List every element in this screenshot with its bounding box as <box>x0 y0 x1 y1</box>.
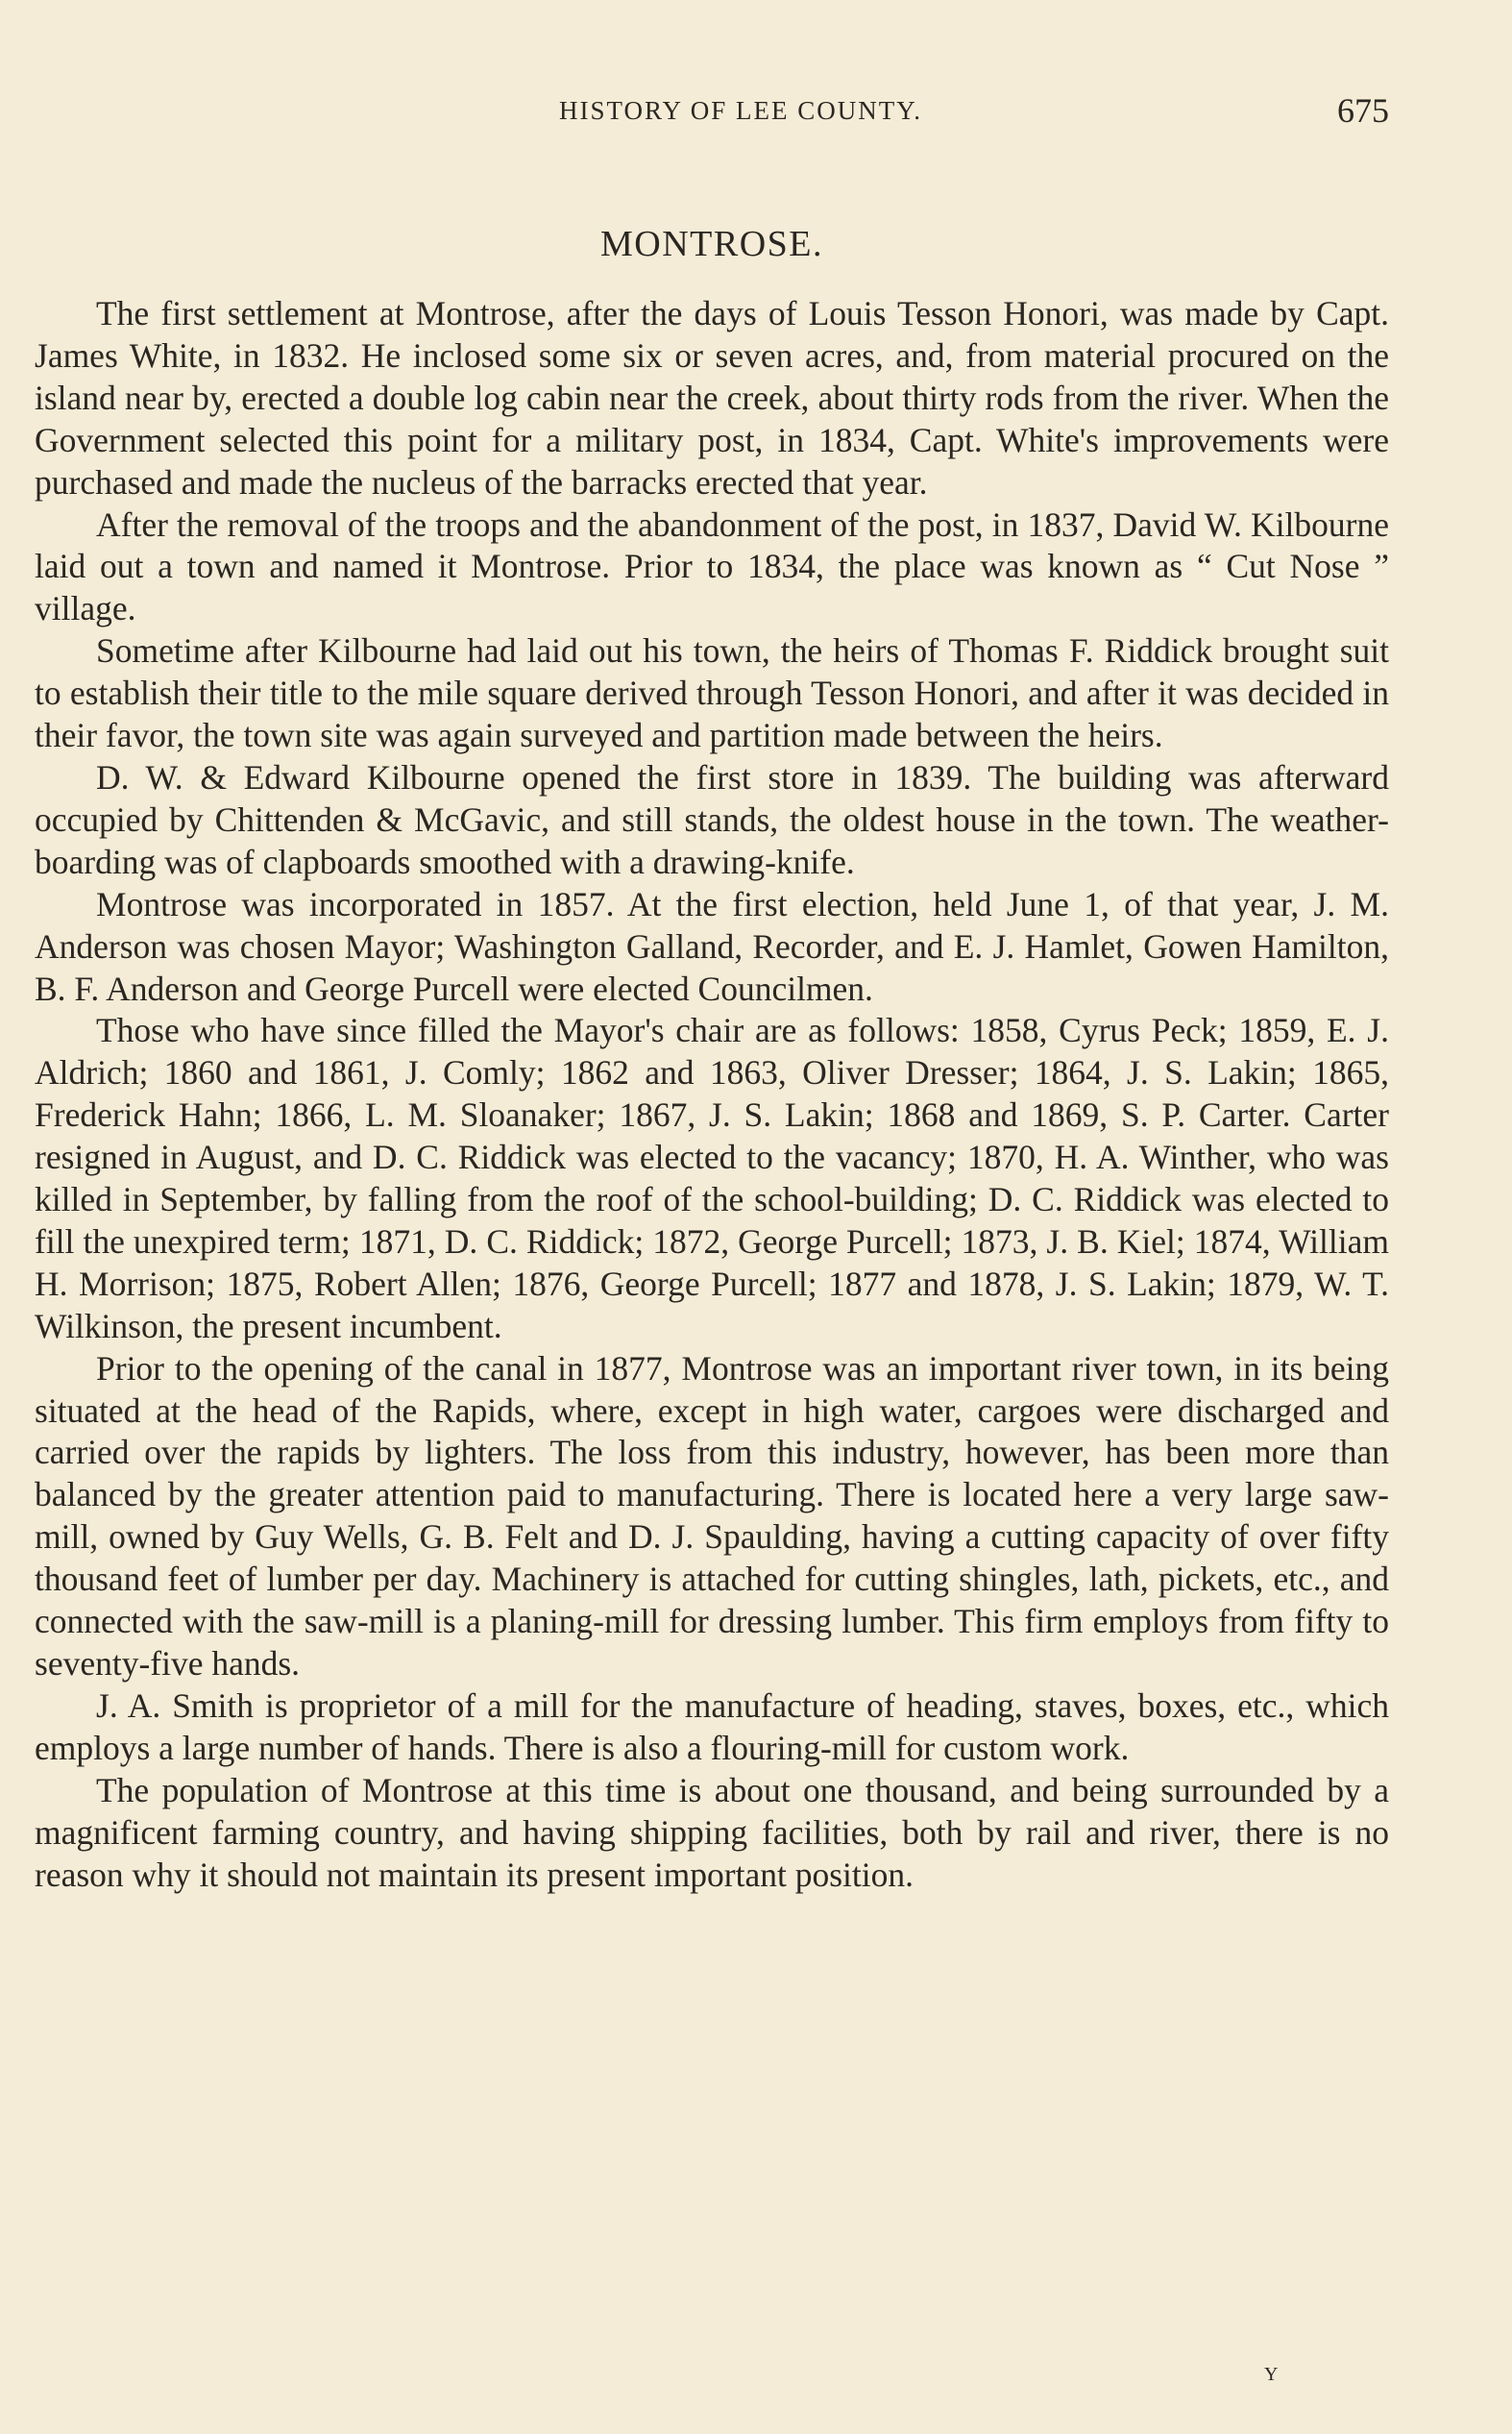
body-text <box>35 293 1389 1896</box>
paragraph-first-store: D. W. & Edward Kilbourne opened the first store in 1839. The building was afterward occupied by Chittenden & McGavic, and still stands, the oldest house in the town. The weather-boarding was of clapboards smoothed with a drawing-knife. <box>35 757 1389 881</box>
book-page <box>35 0 1389 2434</box>
paragraph-incorporation: Montrose was incorporated in 1857. At the first election, held June 1, of that year, J. M. Anderson was chosen Mayor; Washington Galland, Recorder, and E. J. Hamlet, Gowen Hamilton, B. F. Anderson and George Purcell were elected Councilmen. <box>35 884 1389 1008</box>
paragraph-town-laid-out: After the removal of the troops and the abandonment of the post, in 1837, David W. Kilbourne laid out a town and named it Montrose. Prior to 1834, the place was known as “ Cut Nose ” village. <box>35 504 1389 628</box>
paragraph-mayors: Those who have since filled the Mayor's chair are as follows: 1858, Cyrus Peck; 1859, E. J. Aldrich; 1860 and 1861, J. Comly; 1862 and 1863, Oliver Dresser; 1864, J. S. Lakin; 1865, Frederick Hahn; 1866, L. M. Sloanaker; 1867, J. S. Lakin; 1868 and 1869, S. P. Carter. Carter resigned in August, and D. C. Riddick was elected to the vacancy; 1870, H. A. Winther, who was killed in September, by falling from the roof of the school-building; D. C. Riddick was elected to fill the unexpired term; 1871, D. C. Riddick; 1872, George Purcell; 1873, J. B. Kiel; 1874, William H. Morrison; 1875, Robert Allen; 1876, George Purcell; 1877 and 1878, J. S. Lakin; 1879, W. T. Wilkinson, the present incumbent. <box>35 1011 1389 1345</box>
running-head <box>35 91 1389 135</box>
paragraph-riddick-suit: Sometime after Kilbourne had laid out his town, the heirs of Thomas F. Riddick brought suit to establish their title to the mile square derived through Tesson Honori, and after it was decided in their favor, the town site was again surveyed and partition made between the heirs. <box>35 631 1389 755</box>
running-title: HISTORY OF LEE COUNTY. <box>558 96 923 125</box>
paragraph-first-settlement: The first settlement at Montrose, after the days of Louis Tesson Honori, was made by Capt. James White, in 1832. He inclosed some six or seven acres, and, from material procured on the island near by, erected a double log cabin near the creek, about thirty rods from the river. When the Government selected this point for a military post, in 1834, Capt. White's improvements were purchased and made the nucleus of the barracks erected that year. <box>35 294 1389 502</box>
paragraph-population: The population of Montrose at this time is about one thousand, and being surrounded by a magnificent farming country, and having shipping facilities, both by rail and river, there is no reason why it should not maintain its present important position. <box>35 1770 1389 1894</box>
section-title: MONTROSE. <box>599 224 824 264</box>
paragraph-canal-and-mills: Prior to the opening of the canal in 1877, Montrose was an important river town, in its being situated at the head of the Rapids, where, except in high water, cargoes were discharged and carried over the rapids by lighters. The loss from this industry, however, has been more than balanced by the greater attention paid to manufacturing. There is located here a very large saw-mill, owned by Guy Wells, G. B. Felt and D. J. Spaulding, having a cutting capacity of over fifty thousand feet of lumber per day. Machinery is attached for cutting shingles, lath, pickets, etc., and connected with the saw-mill is a planing-mill for dressing lumber. This firm employs from fifty to seventy-five hands. <box>35 1348 1389 1683</box>
paragraph-smith-mill: J. A. Smith is proprietor of a mill for the manufacture of heading, staves, boxes, etc., which employs a large number of hands. There is also a flouring-mill for custom work. <box>35 1685 1389 1767</box>
page-number: 675 <box>1337 91 1389 130</box>
signature-mark: Y <box>1264 2364 1279 2385</box>
